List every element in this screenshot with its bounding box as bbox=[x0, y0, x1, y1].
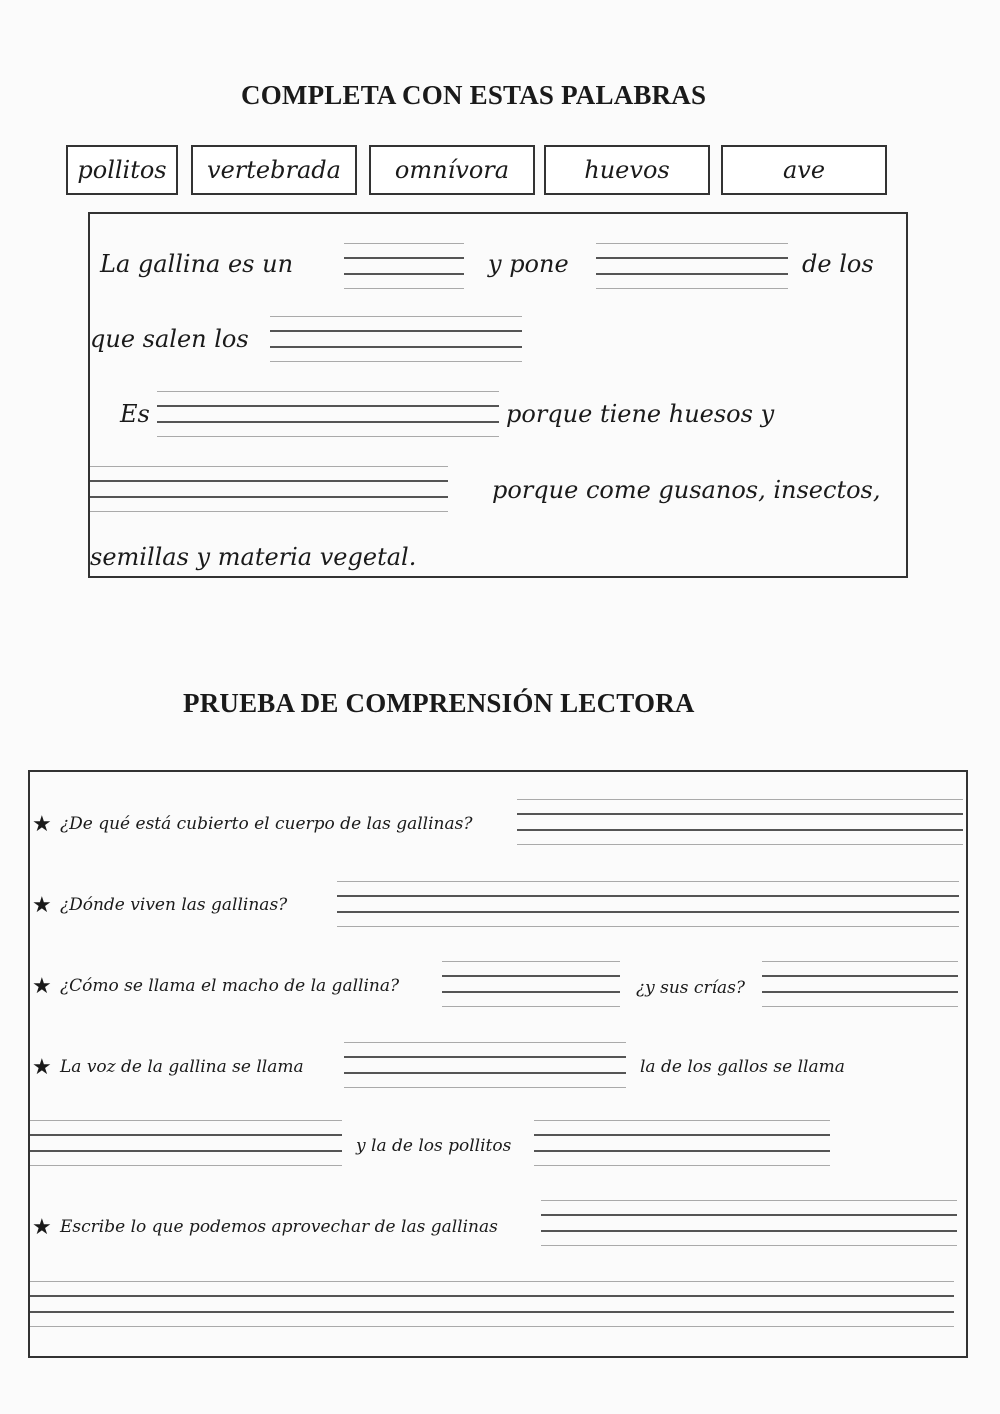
section1-title: COMPLETA CON ESTAS PALABRAS bbox=[241, 80, 707, 110]
text-line5: semillas y materia vegetal. bbox=[90, 543, 417, 571]
text-line1-mid: y pone bbox=[488, 250, 569, 278]
word-card-vertebrada[interactable]: vertebrada bbox=[191, 145, 357, 195]
answer-2[interactable] bbox=[337, 881, 959, 927]
answer-3-crias[interactable] bbox=[762, 961, 958, 1007]
text-line3-start: Es bbox=[120, 400, 150, 428]
blank-1[interactable] bbox=[344, 243, 464, 289]
word-card-ave[interactable]: ave bbox=[721, 145, 887, 195]
blank-5[interactable] bbox=[90, 466, 448, 512]
question-3-macho: ¿Cómo se llama el macho de la gallina? bbox=[60, 976, 400, 996]
text-line4-end: porque come gusanos, insectos, bbox=[492, 476, 881, 504]
question-4-gallos: la de los gallos se llama bbox=[640, 1057, 845, 1077]
answer-1[interactable] bbox=[517, 799, 963, 845]
text-line1-end: de los bbox=[802, 250, 874, 278]
star-bullet-icon: ★ bbox=[32, 1055, 52, 1080]
question-4-pollitos: y la de los pollitos bbox=[356, 1136, 512, 1156]
word-card-huevos[interactable]: huevos bbox=[544, 145, 710, 195]
blank-4[interactable] bbox=[157, 391, 499, 437]
word-card-omnivora[interactable]: omnívora bbox=[369, 145, 535, 195]
star-bullet-icon: ★ bbox=[32, 893, 52, 918]
answer-4-gallos[interactable] bbox=[30, 1120, 342, 1166]
star-bullet-icon: ★ bbox=[32, 974, 52, 999]
question-5: Escribe lo que podemos aprovechar de las gallinas bbox=[60, 1217, 498, 1237]
question-4-gallina: La voz de la gallina se llama bbox=[60, 1057, 304, 1077]
answer-5-extra-lines[interactable] bbox=[30, 1281, 954, 1327]
answer-5[interactable] bbox=[541, 1200, 957, 1246]
answer-3-macho[interactable] bbox=[442, 961, 620, 1007]
text-line1-start: La gallina es un bbox=[100, 250, 294, 278]
answer-4-pollitos[interactable] bbox=[534, 1120, 830, 1166]
star-bullet-icon: ★ bbox=[32, 812, 52, 837]
text-line3-end: porque tiene huesos y bbox=[506, 400, 775, 428]
question-3-crias: ¿y sus crías? bbox=[636, 978, 745, 998]
blank-3[interactable] bbox=[270, 316, 522, 362]
text-line2-start: que salen los bbox=[90, 325, 249, 353]
star-bullet-icon: ★ bbox=[32, 1215, 52, 1240]
blank-2[interactable] bbox=[596, 243, 788, 289]
answer-4-gallina[interactable] bbox=[344, 1042, 626, 1088]
section2-title: PRUEBA DE COMPRENSIÓN LECTORA bbox=[183, 688, 695, 718]
question-2: ¿Dónde viven las gallinas? bbox=[60, 895, 288, 915]
question-1: ¿De qué está cubierto el cuerpo de las gallinas? bbox=[60, 814, 473, 834]
word-card-pollitos[interactable]: pollitos bbox=[66, 145, 178, 195]
